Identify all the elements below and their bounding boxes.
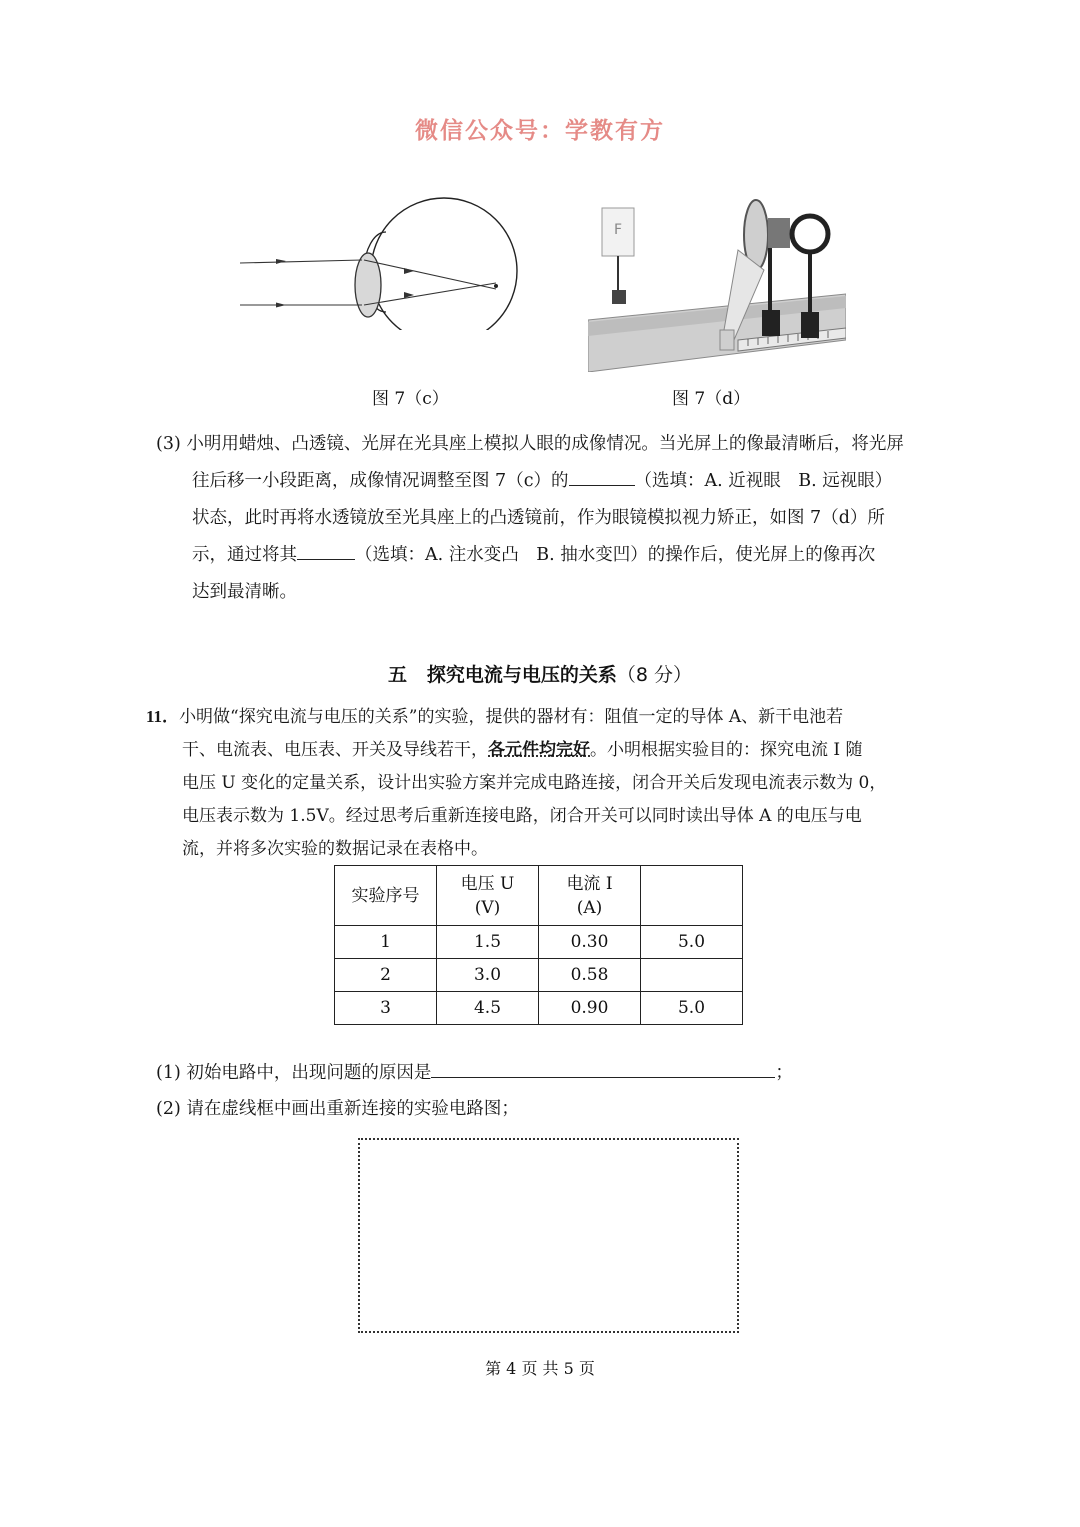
answer-blank[interactable]: [431, 1060, 775, 1079]
table-header-row: [335, 866, 743, 926]
answer-blank[interactable]: [297, 542, 355, 561]
arrow-head: [276, 303, 286, 308]
refracted-ray-top: [364, 260, 496, 289]
header-cell: 电压 U (V): [437, 866, 539, 926]
question-number: 11．: [146, 707, 180, 726]
sub-question-2: (2) 请在虚线框中画出重新连接的实验电路图；: [156, 1099, 519, 1119]
question-11: 11．小明做“探究电流与电压的关系”的实验，提供的器材有：阻值一定的导体 A、新干电池若 干、电流表、电压表、开关及导线若干，各元件均完好。小明根据实验目的：探究电流 I 随 电压 U 变化的定量关系，设计出实验方案并完成电路连接，闭合开关后发现电流表示数为 0， 电压表示数为 1.5V。经过思考后重新连接电路，闭合开关可以同时读出导体 A 的电压与电 流，并将多次实验的数据记录在表格中。: [146, 707, 887, 859]
light-ray-top: [240, 260, 362, 263]
eye-diagram-figure: [236, 188, 528, 330]
sub-question-1: (1) 初始电路中，出现问题的原因是 ；: [156, 1055, 793, 1092]
part-label: (3): [156, 434, 181, 454]
header-cell: 电流 I (A): [539, 866, 641, 926]
arrow-head: [404, 268, 414, 274]
svg-text:F: F: [614, 222, 623, 238]
figure-caption-c: 图 7（c）: [372, 389, 449, 409]
section-heading: 五 探究电流与电压的关系（8 分）: [387, 664, 693, 686]
data-table: [334, 865, 743, 1025]
eyeball-outline: [371, 198, 517, 330]
table-row: 2 3.0 0.58: [335, 959, 743, 992]
figure-caption-d: 图 7（d）: [672, 389, 751, 409]
table-row: 3 4.5 0.90 5.0: [335, 992, 743, 1025]
empty-answer-cell[interactable]: [641, 959, 743, 992]
page-footer: 第 4 页 共 5 页: [485, 1359, 595, 1378]
watermark-banner: 微信公众号：学教有方: [415, 118, 665, 144]
refracted-ray-bottom: [364, 283, 496, 305]
optical-bench-photo: [588, 190, 846, 372]
focal-point: [494, 284, 498, 288]
header-cell: 实验序号: [335, 866, 437, 926]
question-10-part-3: (3) 小明用蜡烛、凸透镜、光屏在光具座上模拟人眼的成像情况。当光屏上的像最清晰后，将光屏 往后移一小段距离，成像情况调整至图 7（c）的 （选填：A. 近视眼 B. 远视眼） 状态，此时再将水透镜放至光具座上的凸透镜前，作为眼镜模拟视力矫正，如图 7（d）所 示，通过将其 （选填：A. 注水变凸 B. 抽水变凹）的操作后，使光屏上的像再次 达到最清晰。: [156, 434, 904, 602]
header-cell-empty[interactable]: [641, 866, 743, 926]
circuit-drawing-box[interactable]: [358, 1138, 739, 1333]
answer-blank[interactable]: [569, 468, 635, 487]
table-row: 1 1.5 0.30 5.0: [335, 926, 743, 959]
